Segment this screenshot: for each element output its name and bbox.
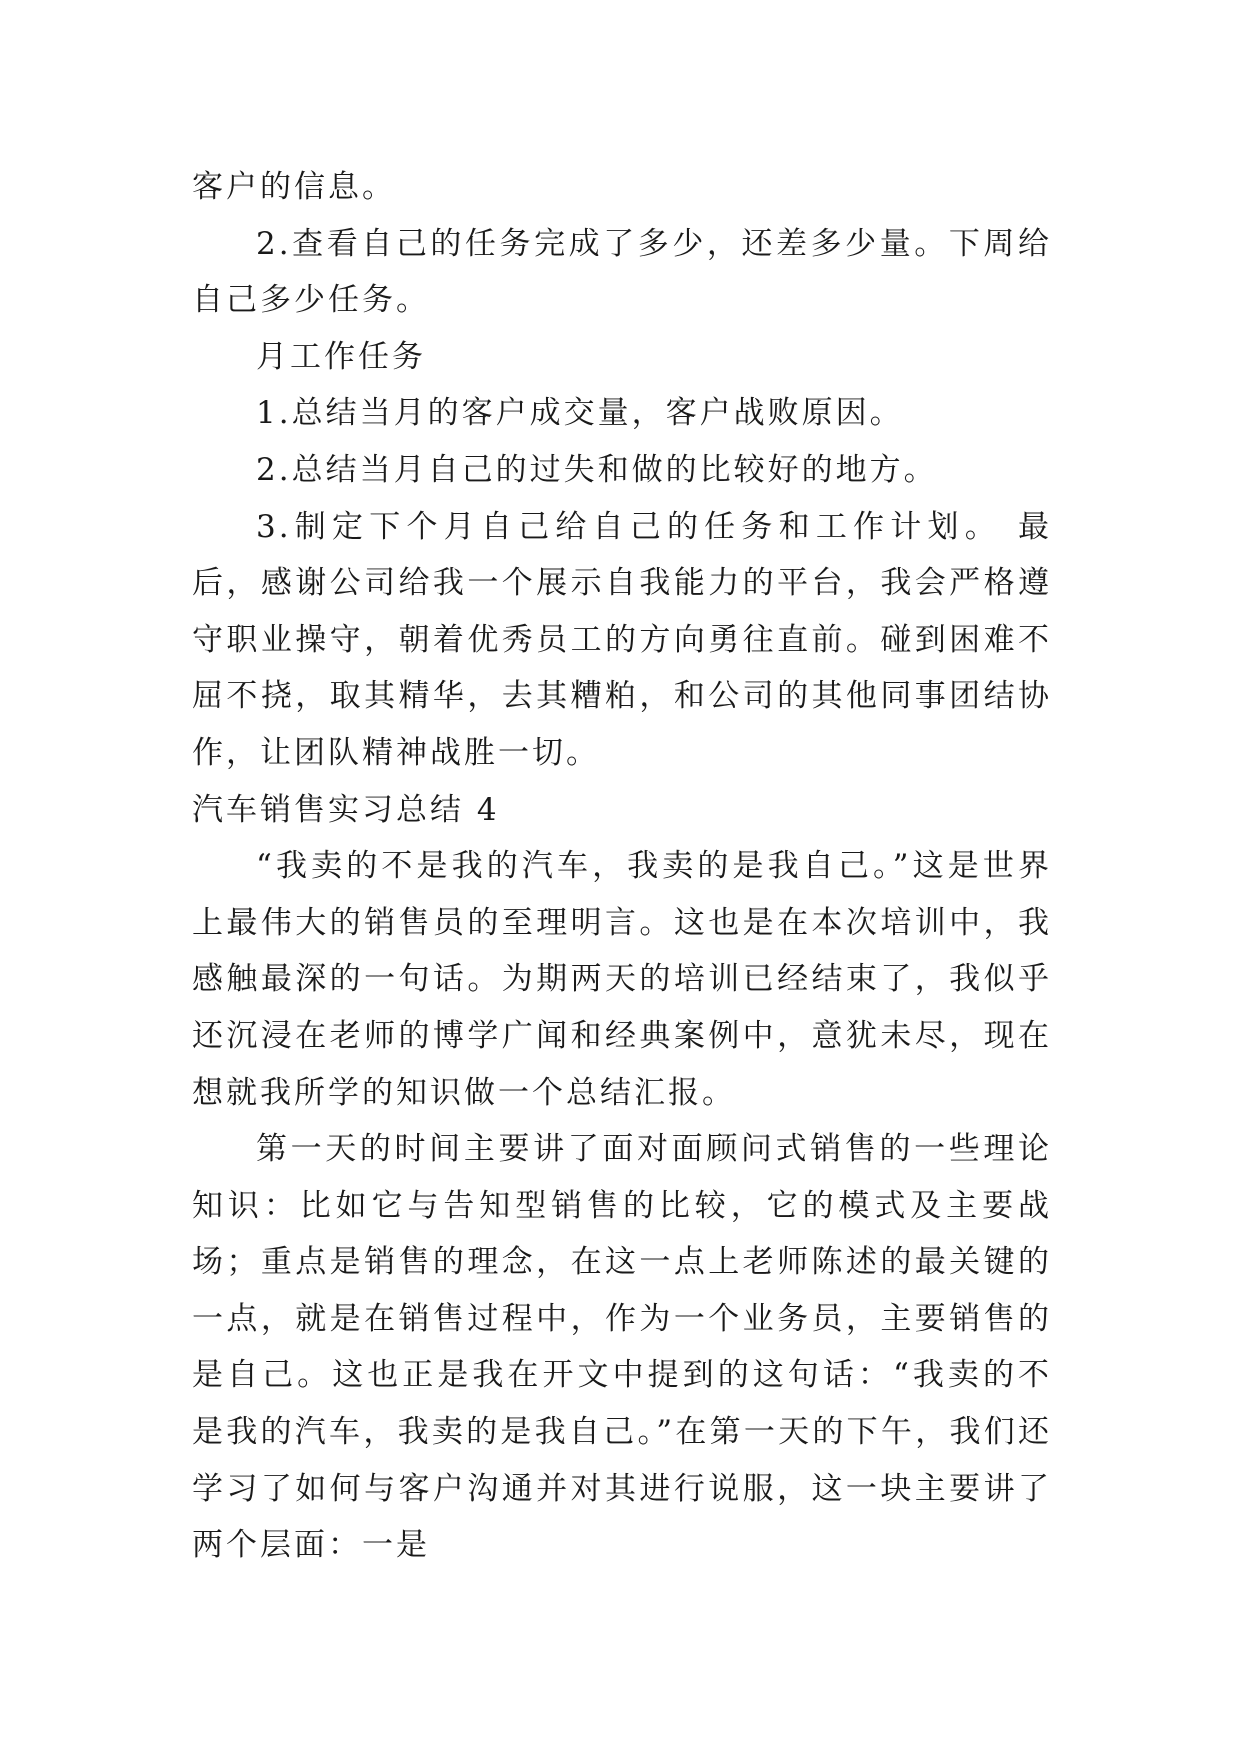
paragraph-check-task-progress: 2.查看自己的任务完成了多少，还差多少量。下周给自己多少任务。 [192, 225, 1052, 319]
paragraph-monthly-summary-deals: 1.总结当月的客户成交量，客户战败原因。 [256, 395, 904, 432]
section-heading: 汽车销售实习总结 4 [192, 791, 500, 828]
paragraph-next-month-plan-and-closing: 3.制定下个月自己给自己的任务和工作计划。 最后，感谢公司给我一个展示自我能力的平台，我会严格遵守职业操守，朝着优秀员工的方向勇往直前。碰到困难不屈不挠，取其精华，去其糟粕，和公司的其他同事团结协作，让团队精神战胜一切。 [192, 508, 1052, 771]
paragraph-monthly-tasks-title: 月工作任务 [256, 338, 426, 375]
paragraph-sell-myself-quote: “我卖的不是我的汽车，我卖的是我自己。”这是世界上最伟大的销售员的至理明言。这也是在本次培训中，我感触最深的一句话。为期两天的培训已经结束了，我似乎还沉浸在老师的博学广闻和经典案例中，意犹未尽，现在想就我所学的知识做一个总结汇报。 [192, 848, 1052, 1111]
paragraph-monthly-summary-mistakes: 2.总结当月自己的过失和做的比较好的地方。 [256, 451, 938, 488]
paragraph-day-one-summary: 第一天的时间主要讲了面对面顾问式销售的一些理论知识：比如它与告知型销售的比较，它的模式及主要战场；重点是销售的理念，在这一点上老师陈述的最关键的一点，就是在销售过程中，作为一个业务员，主要销售的是自己。这也正是我在开文中提到的这句话：“我卖的不是我的汽车，我卖的是我自己。”在第一天的下午，我们还学习了如何与客户沟通并对其进行说服，这一块主要讲了两个层面：一是 [192, 1131, 1052, 1564]
paragraph-customer-info: 客户的信息。 [192, 169, 396, 205]
document-body [192, 159, 1052, 1574]
